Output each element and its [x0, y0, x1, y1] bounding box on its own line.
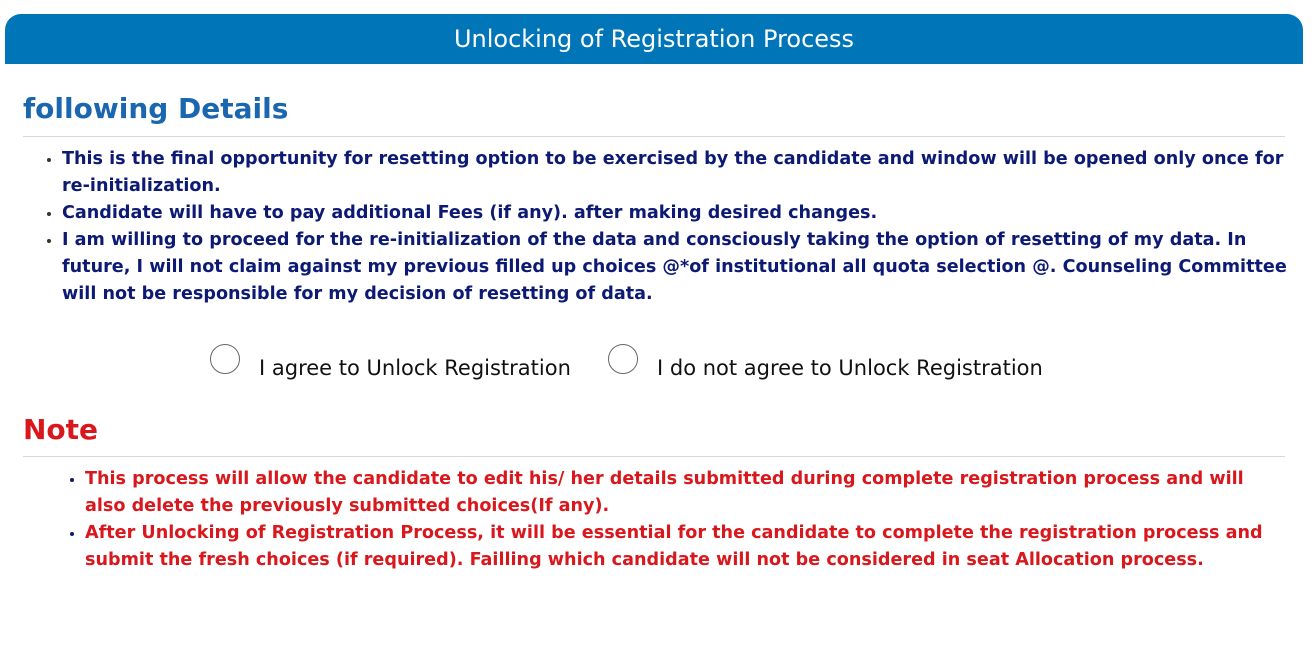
list-item: • This is the final opportunity for resetting option to be exercised by the candidate and window will be opened only once for re-initialization.	[62, 146, 1310, 200]
page-title: Unlocking of Registration Process	[453, 25, 855, 53]
disagree-radio-button[interactable]	[608, 344, 638, 374]
list-item: • Candidate will have to pay additional Fees (if any). after making desired changes.	[62, 200, 1310, 227]
agree-radio-button[interactable]	[210, 344, 240, 374]
agree-option[interactable]	[210, 344, 571, 384]
agree-radio-label[interactable]: I agree to Unlock Registration	[259, 356, 571, 380]
details-list	[62, 146, 1310, 308]
disagree-radio-label[interactable]: I do not agree to Unlock Registration	[657, 356, 1043, 380]
note-divider	[23, 456, 1285, 457]
page-header	[5, 14, 1303, 64]
list-item: • This process will allow the candidate to edit his/ her details submitted during complete registration process and will also delete the previously submitted choices(If any).	[85, 466, 1290, 520]
list-item: • After Unlocking of Registration Process, it will be essential for the candidate to complete the registration process and submit the fresh choices (if required). Failling which candidate will not be considered in seat Allocation process.	[85, 520, 1290, 574]
note-heading: Note	[23, 413, 99, 446]
list-item: • I am willing to proceed for the re-initialization of the data and consciously taking the option of resetting of my data. In future, I will not claim against my previous filled up choices @*of institutional all quota selection @. Counseling Committee will not be responsible for my decision of resetting of data.	[62, 227, 1310, 308]
note-list	[85, 466, 1290, 574]
disagree-option[interactable]	[608, 344, 1043, 384]
details-heading: following Details	[23, 92, 289, 125]
details-divider	[23, 136, 1285, 137]
